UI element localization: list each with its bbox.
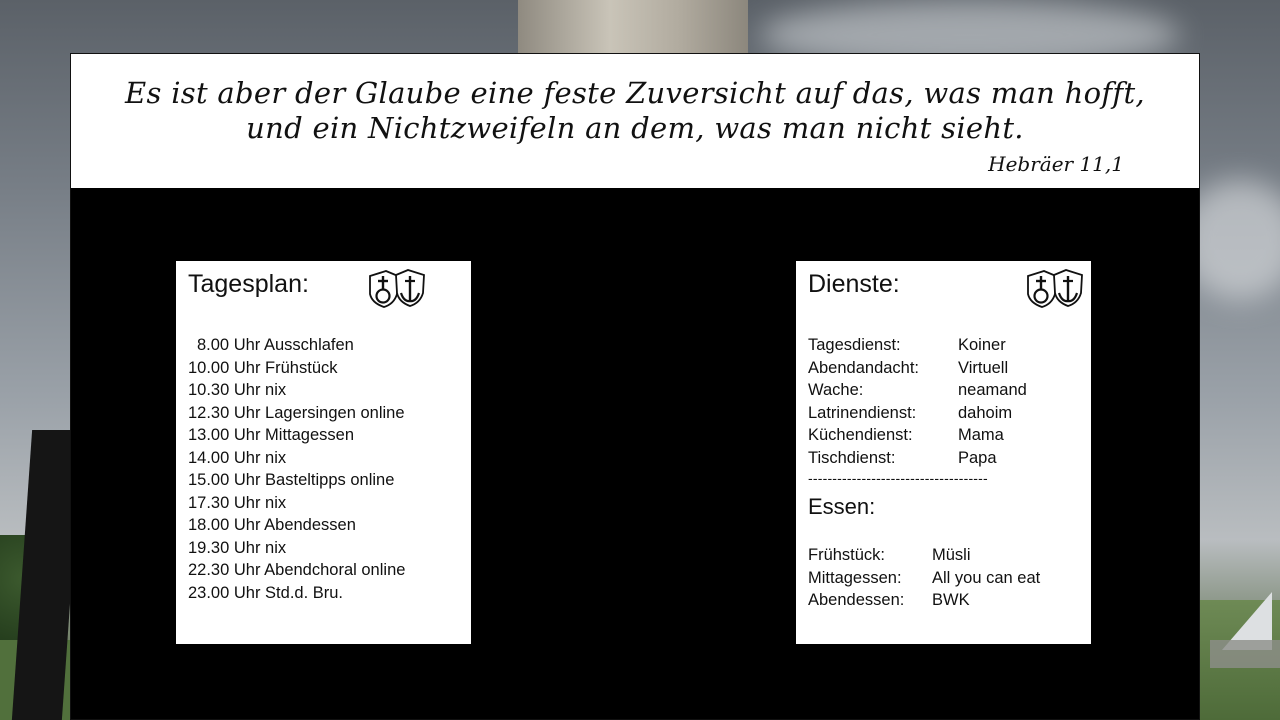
quote-line-2: und ein Nichtzweifeln an dem, was man nicht sieht. [246,111,1024,145]
schedule-item [188,379,405,402]
section-divider: ------------------------------------- [808,470,988,486]
duty-label: Abendandacht: [808,358,920,377]
food-title: Essen: [808,494,876,519]
schedule-item [188,469,405,492]
schedule-time: 18.00 Uhr [188,516,261,534]
meal-dish-value: Müsli [932,546,971,564]
schedule-time: 13.00 Uhr [188,426,261,444]
meal-label: Mittagessen: [808,568,902,587]
cross-and-anchor-shields-icon [1022,266,1088,310]
schedule-time: 10.00 Uhr [188,358,261,377]
duties-card [796,261,1091,644]
duty-person-value: Papa [958,448,997,467]
schedule-time: 19.30 Uhr [188,538,261,557]
meal-label: Frühstück: [808,546,886,564]
schedule-item [188,514,405,537]
duty-label: Wache: [808,381,864,399]
schedule-time: 12.30 Uhr [188,403,261,422]
schedule-activity: Abendessen [260,516,356,534]
schedule-item [188,357,405,380]
duty-label: Latrinendienst: [808,403,917,422]
cross-and-anchor-shields-icon [364,266,430,310]
schedule-activity: Lagersingen online [260,403,405,422]
schedule-time: 22.30 Uhr [188,561,261,579]
schedule-item [188,537,405,560]
schedule-item [188,402,405,425]
duty-person-value: neamand [958,381,1027,399]
meal-dish-value: BWK [932,591,970,609]
schedule-activity: Frühstück [260,358,338,377]
slide [70,53,1200,720]
meal-dish-value: All you can eat [932,568,1041,587]
schedule-title: Tagesplan: [188,270,309,298]
duty-person-value: dahoim [958,403,1013,422]
quote-line-1: Es ist aber der Glaube eine feste Zuversicht auf das, was man hofft, [125,76,1145,110]
duty-person-value: Virtuell [958,358,1009,377]
schedule-activity: nix [260,448,287,467]
duty-person-value: Mama [958,426,1004,444]
schedule-time: 17.30 Uhr [188,493,261,512]
schedule-time: 8.00 Uhr [197,336,261,354]
schedule-time: 14.00 Uhr [188,448,261,467]
schedule-list [188,334,405,604]
schedule-item [188,424,405,447]
schedule-activity: nix [260,493,287,512]
schedule-activity: Std.d. Bru. [260,583,344,602]
meal-label: Abendessen: [808,591,905,609]
schedule-activity: Basteltipps online [260,471,395,489]
schedule-item [188,447,405,470]
schedule-activity: nix [260,381,287,399]
schedule-activity: Abendchoral online [260,561,406,579]
schedule-time: 10.30 Uhr [188,381,261,399]
duty-person-value: Koiner [958,336,1006,354]
schedule-card [176,261,471,644]
schedule-item [188,559,405,582]
schedule-activity: nix [260,538,287,557]
schedule-item [188,582,405,605]
schedule-time: 15.00 Uhr [188,471,261,489]
duty-label: Küchendienst: [808,426,913,444]
background-tent-base [1210,640,1280,668]
duty-label: Tagesdienst: [808,336,901,354]
schedule-item [188,334,405,357]
schedule-time: 23.00 Uhr [188,583,261,602]
duties-title: Dienste: [808,270,900,298]
schedule-activity: Mittagessen [260,426,355,444]
bible-quote-banner [71,54,1199,188]
background-pillar [518,0,748,60]
schedule-activity: Ausschlafen [260,336,354,354]
schedule-item [188,492,405,515]
quote-reference: Hebräer 11,1 [988,152,1124,176]
duty-label: Tischdienst: [808,448,896,467]
